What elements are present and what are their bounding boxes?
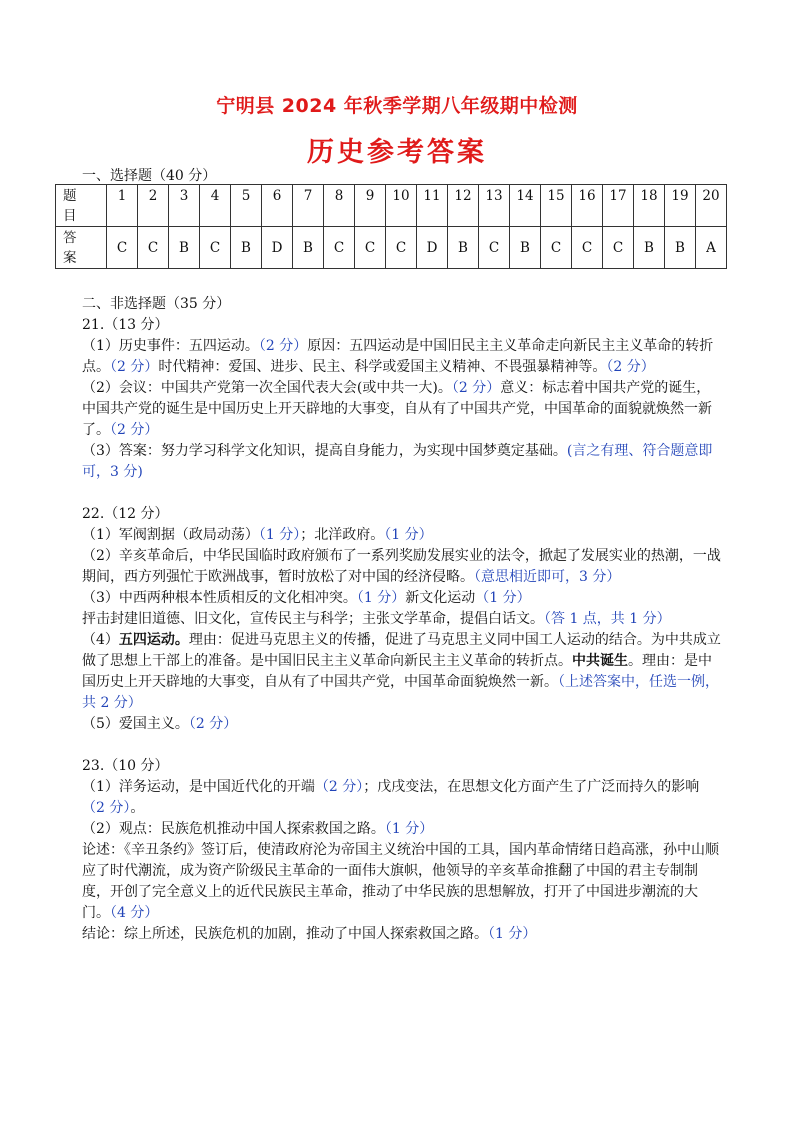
question-number: 12 — [448, 185, 479, 227]
answer-cell: B — [634, 227, 665, 269]
question-number: 13 — [479, 185, 510, 227]
q22-part3-detail: 抨击封建旧道德、旧文化，宣传民主与科学；主张文学革命，提倡白话文。（答 1 点，共 1 分） — [82, 611, 671, 627]
question-number: 5 — [231, 185, 262, 227]
q22-part4: （4）五四运动。理由：促进马克思主义的传播，促进了马克思主义同中国工人运动的结合。为中共成立做了思想上干部上的准备。是中国旧民主主义革命向新民主主义革命的转折点。中共诞生。理由：是中国历史上开天辟地的大事变，自从有了中国共产党，中国革命面貌焕然一新。（上述答案中，任选一例，共 2 分） — [82, 632, 721, 711]
score-note: （2 分） — [258, 338, 308, 354]
score-note: （1 分） — [258, 527, 301, 543]
answer-cell: B — [665, 227, 696, 269]
q23-conclusion: 结论：综上所述，民族危机的加剧，推动了中国人探索救国之路。（1 分） — [82, 926, 537, 942]
score-note: （2 分） — [110, 359, 159, 375]
q22-part5: （5）爱国主义。（2 分） — [82, 716, 238, 732]
question-number: 14 — [510, 185, 541, 227]
q21-title: 21.（13 分） — [82, 317, 169, 333]
score-note: （4 分） — [110, 905, 159, 921]
question-number: 19 — [665, 185, 696, 227]
section1-heading: 一、选择题（40 分） — [82, 168, 217, 184]
score-note: （1 分） — [384, 527, 433, 543]
page-title: 历史参考答案 — [307, 137, 487, 168]
score-note: （2 分） — [606, 359, 655, 375]
question-number: 6 — [262, 185, 293, 227]
score-note: （2 分） — [82, 800, 131, 816]
answer-cell: B — [293, 227, 324, 269]
answer-cell: C — [572, 227, 603, 269]
question-number: 17 — [603, 185, 634, 227]
score-note: （1 分） — [384, 821, 434, 837]
answer-cell: B — [231, 227, 262, 269]
question-number: 20 — [696, 185, 727, 227]
question-number: 10 — [386, 185, 417, 227]
q22-title: 22.（12 分） — [82, 506, 169, 522]
q21-part2: （2）会议：中国共产党第一次全国代表大会(或中共一大)。（2 分）意义：标志着中国共产党的诞生，中国共产党的诞生是中国历史上开天辟地的大事变，自从有了中国共产党，中国革命的面貌就焕然一新了。（2 分） — [82, 380, 712, 438]
q23-title: 23.（10 分） — [82, 758, 169, 774]
row-label-question: 题 目 — [56, 185, 107, 227]
answer-cell: B — [448, 227, 479, 269]
q23-argument: 论述：《辛丑条约》签订后，使清政府沦为帝国主义统治中国的工具，国内革命情绪日趋高涨，孙中山顺应了时代潮流，成为资产阶级民主革命的一面伟大旗帜，他领导的辛亥革命推翻了中国的君主专制制度，开创了完全意义上的近代民族民主革命，推动了中华民族的思想解放，打开了中国进步潮流的大门。（4 分） — [82, 842, 719, 921]
answer-cell: B — [169, 227, 200, 269]
answer-cell: C — [541, 227, 572, 269]
question-number: 8 — [324, 185, 355, 227]
score-note: （1 分） — [475, 590, 531, 606]
q22-part2: （2）辛亥革命后，中华民国临时政府颁布了一系列奖励发展实业的法令，掀起了发展实业的热潮，一战期间，西方列强忙于欧洲战事，暂时放松了对中国的经济侵略。（意思相近即可，3 分） — [82, 548, 721, 585]
answer-cell: C — [479, 227, 510, 269]
question-number: 1 — [107, 185, 138, 227]
non-choice-section — [82, 294, 722, 945]
row-label-answer: 答 案 — [56, 227, 107, 269]
score-note: （2 分） — [451, 380, 501, 396]
score-note: （1 分） — [488, 926, 537, 942]
score-note: （答 1 点，共 1 分） — [544, 611, 671, 627]
score-note: （1 分） — [356, 590, 406, 606]
q22-part3: （3）中西两种根本性质相反的文化相冲突。（1 分）新文化运动（1 分） — [82, 590, 531, 606]
score-note: （2 分） — [188, 716, 238, 732]
question-number: 4 — [200, 185, 231, 227]
question-number: 9 — [355, 185, 386, 227]
question-number: 16 — [572, 185, 603, 227]
score-note: （2 分） — [110, 422, 159, 438]
q23-part1: （1）洋务运动，是中国近代化的开端（2 分）；戊戌变法，在思想文化方面产生了广泛而持久的影响（2 分）。 — [82, 779, 700, 816]
answer-cell: B — [510, 227, 541, 269]
exam-title: 宁明县 2024 年秋季学期八年级期中检测 — [216, 95, 578, 117]
question-number: 15 — [541, 185, 572, 227]
question-number: 2 — [138, 185, 169, 227]
answer-cell: C — [107, 227, 138, 269]
question-number: 7 — [293, 185, 324, 227]
q23-part2: （2）观点：民族危机推动中国人探索救国之路。（1 分） — [82, 821, 434, 837]
score-note: (言之有理、符合题意即可，3 分) — [82, 443, 713, 480]
answer-cell: C — [200, 227, 231, 269]
question-number-row — [56, 185, 727, 227]
question-number: 3 — [169, 185, 200, 227]
score-note: （上述答案中，任选一例，共 2 分） — [82, 674, 719, 711]
q22-part1: （1）军阀割据（政局动荡）（1 分）；北洋政府。（1 分） — [82, 527, 433, 543]
answer-cell: C — [355, 227, 386, 269]
answer-cell: C — [138, 227, 169, 269]
q21-part1: （1）历史事件：五四运动。（2 分）原因：五四运动是中国旧民主主义革命走向新民主主义革命的转折点。（2 分）时代精神：爱国、进步、民主、科学或爱国主义精神、不畏强暴精神等。（2 分） — [82, 338, 714, 375]
section2-heading: 二、非选择题（35 分） — [82, 296, 231, 312]
answer-cell: D — [262, 227, 293, 269]
answer-table — [55, 184, 727, 269]
answer-cell: D — [417, 227, 448, 269]
score-note: （2 分） — [314, 779, 364, 795]
answer-row — [56, 227, 727, 269]
question-number: 18 — [634, 185, 665, 227]
q21-part3: （3）答案：努力学习科学文化知识，提高自身能力，为实现中国梦奠定基础。(言之有理、符合题意即可，3 分) — [82, 443, 713, 480]
answer-cell: C — [603, 227, 634, 269]
score-note: （意思相近即可，3 分） — [474, 569, 621, 585]
answer-cell: C — [324, 227, 355, 269]
question-number: 11 — [417, 185, 448, 227]
answer-cell: A — [696, 227, 727, 269]
answer-cell: C — [386, 227, 417, 269]
